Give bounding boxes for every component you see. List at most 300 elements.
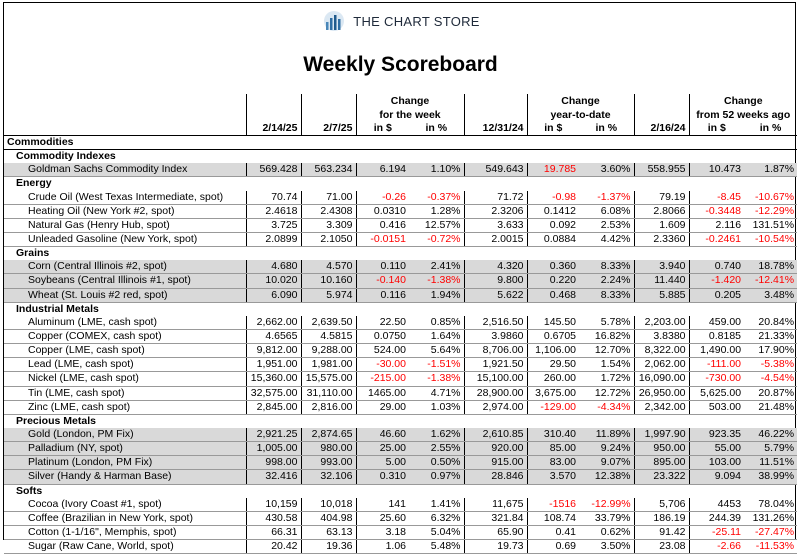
table-cell: 0.116 [356,288,409,302]
table-cell: 980.00 [301,442,356,456]
table-cell: -0.3448 [689,204,744,218]
table-cell: 1.64% [409,329,464,343]
table-cell: 1,005.00 [246,442,301,456]
table-cell: 1,997.90 [634,428,689,442]
page-title: Weekly Scoreboard [303,53,498,76]
section-heading: Industrial Metals [16,302,99,315]
table-cell: 1465.00 [356,386,409,400]
table-cell: 923.35 [689,428,744,442]
section-heading: Energy [16,177,52,190]
header-week-bottom: for the week [356,108,464,122]
table-cell: 3.50% [579,540,634,554]
table-cell: 2,974.00 [464,400,527,414]
table-cell: 5.622 [464,288,527,302]
table-cell: 16.82% [579,329,634,343]
table-cell: 2,342.00 [634,400,689,414]
table-cell: 0.50% [409,456,464,470]
table-cell: 15,575.00 [301,372,356,386]
table-cell: 16,090.00 [634,372,689,386]
table-cell: 2.3206 [464,204,527,218]
col-date-year-ago: 2/16/24 [634,122,689,136]
col-52wk-pct: in % [744,122,797,136]
table-cell: 310.40 [527,428,579,442]
table-cell: 6.194 [356,163,409,177]
table-row [4,288,797,302]
table-cell: 1.62% [409,428,464,442]
header-52wk-top: Change [689,94,797,108]
table-cell: 10,159 [246,498,301,512]
table-cell: 17.90% [744,344,797,358]
table-cell: 21.48% [744,400,797,414]
header-week-top: Change [356,94,464,108]
table-cell: 29.00 [356,400,409,414]
table-cell: 141 [356,498,409,512]
table-cell: 5.974 [301,288,356,302]
section-heading: Softs [16,484,43,497]
table-cell: 1.28% [409,204,464,218]
table-cell: 5.48% [409,540,464,554]
chart-store-logo-icon [321,10,347,32]
brand-name: THE CHART STORE [353,13,480,29]
table-cell: -8.45 [689,191,744,205]
col-ytd-pct: in % [579,122,634,136]
table-cell: 4.6565 [246,329,301,343]
table-cell: 32.416 [246,470,301,484]
table-cell: -0.72% [409,232,464,246]
table-cell: 103.00 [689,456,744,470]
table-cell: 404.98 [301,511,356,525]
table-cell: 2.53% [579,218,634,232]
table-cell: 26,950.00 [634,386,689,400]
commodity-name: Sugar (Raw Cane, World, spot) [4,540,246,554]
table-cell: 21.33% [744,329,797,343]
table-cell: 2,203.00 [634,316,689,330]
table-row [4,232,797,246]
table-cell: -27.47% [744,525,797,539]
table-cell: 1.54% [579,358,634,372]
table-cell: 3.8380 [634,329,689,343]
table-cell: -0.2461 [689,232,744,246]
table-cell: -0.140 [356,274,409,288]
table-row [4,386,797,400]
table-cell: 2,845.00 [246,400,301,414]
table-cell: 993.00 [301,456,356,470]
table-cell: 1.72% [579,372,634,386]
table-cell: 28,900.00 [464,386,527,400]
table-cell: 569.428 [246,163,301,177]
table-cell: 11.440 [634,274,689,288]
section-commodities: Commodities [4,136,797,150]
table-cell: 2.0899 [246,232,301,246]
table-cell: 4.71% [409,386,464,400]
table-cell: 1.609 [634,218,689,232]
table-cell: 91.42 [634,525,689,539]
table-cell: 20.84% [744,316,797,330]
table-cell: 3,675.00 [527,386,579,400]
table-cell: 0.220 [527,274,579,288]
section-heading: Grains [16,247,50,260]
commodity-name: Nickel (LME, cash spot) [4,372,246,386]
table-cell: 0.85% [409,316,464,330]
table-cell: 1.94% [409,288,464,302]
table-cell: 0.41 [527,525,579,539]
table-cell: 5.79% [744,442,797,456]
table-cell: 1,981.00 [301,358,356,372]
table-cell: 0.6705 [527,329,579,343]
table-cell: 1.87% [744,163,797,177]
table-cell: 8.33% [579,260,634,274]
table-cell: 11.51% [744,456,797,470]
table-cell: 63.13 [301,525,356,539]
table-row [4,344,797,358]
table-cell: -0.37% [409,191,464,205]
commodity-name: Unleaded Gasoline (New York, spot) [4,232,246,246]
table-cell: 5.64% [409,344,464,358]
table-cell: 563.234 [301,163,356,177]
table-cell: 10.473 [689,163,744,177]
section-heading: Precious Metals [16,414,96,427]
brand-header [4,7,797,35]
table-cell: 3.9860 [464,329,527,343]
table-cell: 3.940 [634,260,689,274]
table-cell: 558.955 [634,163,689,177]
commodity-name: Cotton (1-1/16", Memphis, spot) [4,525,246,539]
header-ytd-top: Change [527,94,634,108]
table-cell: 1,921.50 [464,358,527,372]
header-ytd-bottom: year-to-date [527,108,634,122]
table-cell: 6.08% [579,204,634,218]
table-cell: 0.468 [527,288,579,302]
table-cell: 46.60 [356,428,409,442]
table-cell: 9.094 [689,470,744,484]
table-cell: 38.99% [744,470,797,484]
table-cell: 430.58 [246,511,301,525]
table-cell: 131.26% [744,511,797,525]
table-cell: 2.4618 [246,204,301,218]
table-cell: 0.205 [689,288,744,302]
table-row [4,456,797,470]
table-cell: 2.3360 [634,232,689,246]
table-row [4,274,797,288]
table-cell: -1.38% [409,372,464,386]
table-cell: 2.1050 [301,232,356,246]
commodity-name: Crude Oil (West Texas Intermediate, spot) [4,191,246,205]
table-cell: 0.740 [689,260,744,274]
table-cell: 0.1412 [527,204,579,218]
table-cell: 2,816.00 [301,400,356,414]
table-row [4,511,797,525]
table-cell: 2,921.25 [246,428,301,442]
commodity-name: Goldman Sachs Commodity Index [4,163,246,177]
commodity-name: Copper (LME, cash spot) [4,344,246,358]
table-row [4,204,797,218]
table-cell: 3.48% [744,288,797,302]
table-cell: 10.160 [301,274,356,288]
table-cell: -0.26 [356,191,409,205]
table-cell: 549.643 [464,163,527,177]
table-cell: -25.11 [689,525,744,539]
table-cell: 12.57% [409,218,464,232]
table-cell: 244.39 [689,511,744,525]
table-cell: 31,110.00 [301,386,356,400]
table-cell: 503.00 [689,400,744,414]
table-cell: 8,706.00 [464,344,527,358]
table-cell: 2,516.50 [464,316,527,330]
table-cell: -111.00 [689,358,744,372]
col-date-year-end: 12/31/24 [464,122,527,136]
col-52wk-dollar: in $ [689,122,744,136]
commodity-name: Lead (LME, cash spot) [4,358,246,372]
table-cell: 8,322.00 [634,344,689,358]
table-cell: -4.34% [579,400,634,414]
table-row [4,329,797,343]
table-row [4,400,797,414]
table-cell: -1516 [527,498,579,512]
table-cell: 19.785 [527,163,579,177]
table-cell: 5.885 [634,288,689,302]
table-cell: -11.53% [744,540,797,554]
table-cell: 4.570 [301,260,356,274]
table-cell: -30.00 [356,358,409,372]
table-cell: -12.29% [744,204,797,218]
table-cell: 20.87% [744,386,797,400]
table-cell: 79.19 [634,191,689,205]
table-cell: 3.18 [356,525,409,539]
commodity-name: Cocoa (Ivory Coast #1, spot) [4,498,246,512]
table-row [4,218,797,232]
table-cell: 2,610.85 [464,428,527,442]
table-row [4,540,797,554]
table-cell: 12.72% [579,386,634,400]
table-cell: 23.322 [634,470,689,484]
table-cell: 524.00 [356,344,409,358]
table-cell: 0.310 [356,470,409,484]
table-cell: 260.00 [527,372,579,386]
table-cell: 950.00 [634,442,689,456]
table-cell: 0.69 [527,540,579,554]
table-cell: 9.800 [464,274,527,288]
table-cell: -5.38% [744,358,797,372]
table-cell: 4.42% [579,232,634,246]
table-cell: 459.00 [689,316,744,330]
table-row [4,163,797,177]
table-cell: -1.37% [579,191,634,205]
table-cell: -1.51% [409,358,464,372]
table-cell: 12.70% [579,344,634,358]
table-cell: 1.41% [409,498,464,512]
table-cell: 11.89% [579,428,634,442]
table-cell: 998.00 [246,456,301,470]
commodity-name: Corn (Central Illinois #2, spot) [4,260,246,274]
table-cell: 78.04% [744,498,797,512]
table-cell: 1.03% [409,400,464,414]
table-cell: 0.0884 [527,232,579,246]
table-cell: 920.00 [464,442,527,456]
table-cell: -730.00 [689,372,744,386]
commodity-name: Copper (COMEX, cash spot) [4,329,246,343]
table-body [4,136,797,554]
header-52wk-bottom: from 52 weeks ago [689,108,797,122]
table-cell: 19.36 [301,540,356,554]
table-cell: 55.00 [689,442,744,456]
table-cell: 9.24% [579,442,634,456]
table-row [4,442,797,456]
table-cell: 66.31 [246,525,301,539]
table-cell: -129.00 [527,400,579,414]
table-cell: 15,360.00 [246,372,301,386]
table-cell: -0.0151 [356,232,409,246]
table-cell: 5.04% [409,525,464,539]
table-cell: 2,662.00 [246,316,301,330]
col-date-current: 2/14/25 [246,122,301,136]
table-cell: 5.78% [579,316,634,330]
table-cell: 2.0015 [464,232,527,246]
table-cell: 186.19 [634,511,689,525]
commodity-name: Soybeans (Central Illinois #1, spot) [4,274,246,288]
table-row [4,191,797,205]
table-row [4,470,797,484]
table-cell: 1.10% [409,163,464,177]
table-cell: 46.22% [744,428,797,442]
table-cell: 6.32% [409,511,464,525]
table-cell: 1,490.00 [689,344,744,358]
table-cell: 2,062.00 [634,358,689,372]
commodity-name: Platinum (London, PM Fix) [4,456,246,470]
table-cell: 71.72 [464,191,527,205]
table-cell: 2,874.65 [301,428,356,442]
table-cell: 19.73 [464,540,527,554]
commodity-name: Zinc (LME, cash spot) [4,400,246,414]
table-row [4,428,797,442]
table-cell: 5,706 [634,498,689,512]
table-cell: 0.0750 [356,329,409,343]
table-row [4,260,797,274]
table-cell: -12.99% [579,498,634,512]
scoreboard-frame [3,2,796,553]
table-cell: 0.0310 [356,204,409,218]
table-cell: 3.725 [246,218,301,232]
col-ytd-dollar: in $ [527,122,579,136]
table-row [4,498,797,512]
table-cell: 131.51% [744,218,797,232]
table-cell: 5,625.00 [689,386,744,400]
table-cell: -12.41% [744,274,797,288]
table-cell: 29.50 [527,358,579,372]
table-cell: 0.360 [527,260,579,274]
commodity-name: Tin (LME, cash spot) [4,386,246,400]
table-cell: 3.570 [527,470,579,484]
table-cell: 2,639.50 [301,316,356,330]
commodity-name: Coffee (Brazilian in New York, spot) [4,511,246,525]
table-cell: 2.8066 [634,204,689,218]
table-cell: 4453 [689,498,744,512]
table-row [4,525,797,539]
table-cell: 1,106.00 [527,344,579,358]
table-cell: 25.00 [356,442,409,456]
table-cell: 321.84 [464,511,527,525]
table-cell: 33.79% [579,511,634,525]
commodity-name: Natural Gas (Henry Hub, spot) [4,218,246,232]
table-cell: 5.00 [356,456,409,470]
table-cell: -10.67% [744,191,797,205]
table-cell: -10.54% [744,232,797,246]
table-cell: 23.08 [634,540,689,554]
table-cell: 3.309 [301,218,356,232]
commodity-name: Silver (Handy & Harman Base) [4,470,246,484]
table-row [4,316,797,330]
table-cell: 1,951.00 [246,358,301,372]
table-cell: -1.38% [409,274,464,288]
table-row [4,372,797,386]
col-week-dollar: in $ [356,122,409,136]
table-cell: 1.06 [356,540,409,554]
commodity-name: Wheat (St. Louis #2 red, spot) [4,288,246,302]
col-date-prior-week: 2/7/25 [301,122,356,136]
commodity-name: Heating Oil (New York #2, spot) [4,204,246,218]
table-cell: -215.00 [356,372,409,386]
table-cell: 0.97% [409,470,464,484]
table-cell: 108.74 [527,511,579,525]
table-cell: -0.98 [527,191,579,205]
table-cell: 8.33% [579,288,634,302]
table-cell: 25.60 [356,511,409,525]
table-cell: 32,575.00 [246,386,301,400]
table-header [4,94,797,136]
table-cell: 4.680 [246,260,301,274]
table-cell: 32.106 [301,470,356,484]
commodity-name: Gold (London, PM Fix) [4,428,246,442]
table-cell: -2.66 [689,540,744,554]
table-cell: 0.8185 [689,329,744,343]
table-cell: 9,288.00 [301,344,356,358]
table-cell: 20.42 [246,540,301,554]
table-cell: 83.00 [527,456,579,470]
table-cell: -4.54% [744,372,797,386]
table-cell: 0.62% [579,525,634,539]
table-cell: 2.116 [689,218,744,232]
table-cell: 3.633 [464,218,527,232]
table-cell: 10,018 [301,498,356,512]
table-cell: 18.78% [744,260,797,274]
col-week-pct: in % [409,122,464,136]
table-cell: 2.41% [409,260,464,274]
table-cell: 0.416 [356,218,409,232]
table-cell: 9,812.00 [246,344,301,358]
table-cell: 0.110 [356,260,409,274]
table-cell: 10.020 [246,274,301,288]
table-cell: 85.00 [527,442,579,456]
table-cell: 2.24% [579,274,634,288]
table-cell: 12.38% [579,470,634,484]
table-cell: 895.00 [634,456,689,470]
table-cell: 145.50 [527,316,579,330]
section-heading: Commodity Indexes [16,150,116,163]
table-row [4,358,797,372]
table-cell: 3.60% [579,163,634,177]
table-cell: 6.090 [246,288,301,302]
table-cell: 0.092 [527,218,579,232]
commodity-name: Palladium (NY, spot) [4,442,246,456]
table-cell: 2.55% [409,442,464,456]
table-cell: 915.00 [464,456,527,470]
table-cell: 2.4308 [301,204,356,218]
table-cell: 65.90 [464,525,527,539]
table-cell: 11,675 [464,498,527,512]
table-cell: 4.5815 [301,329,356,343]
scoreboard-table [4,94,797,554]
table-cell: 4.320 [464,260,527,274]
commodity-name: Aluminum (LME, cash spot) [4,316,246,330]
